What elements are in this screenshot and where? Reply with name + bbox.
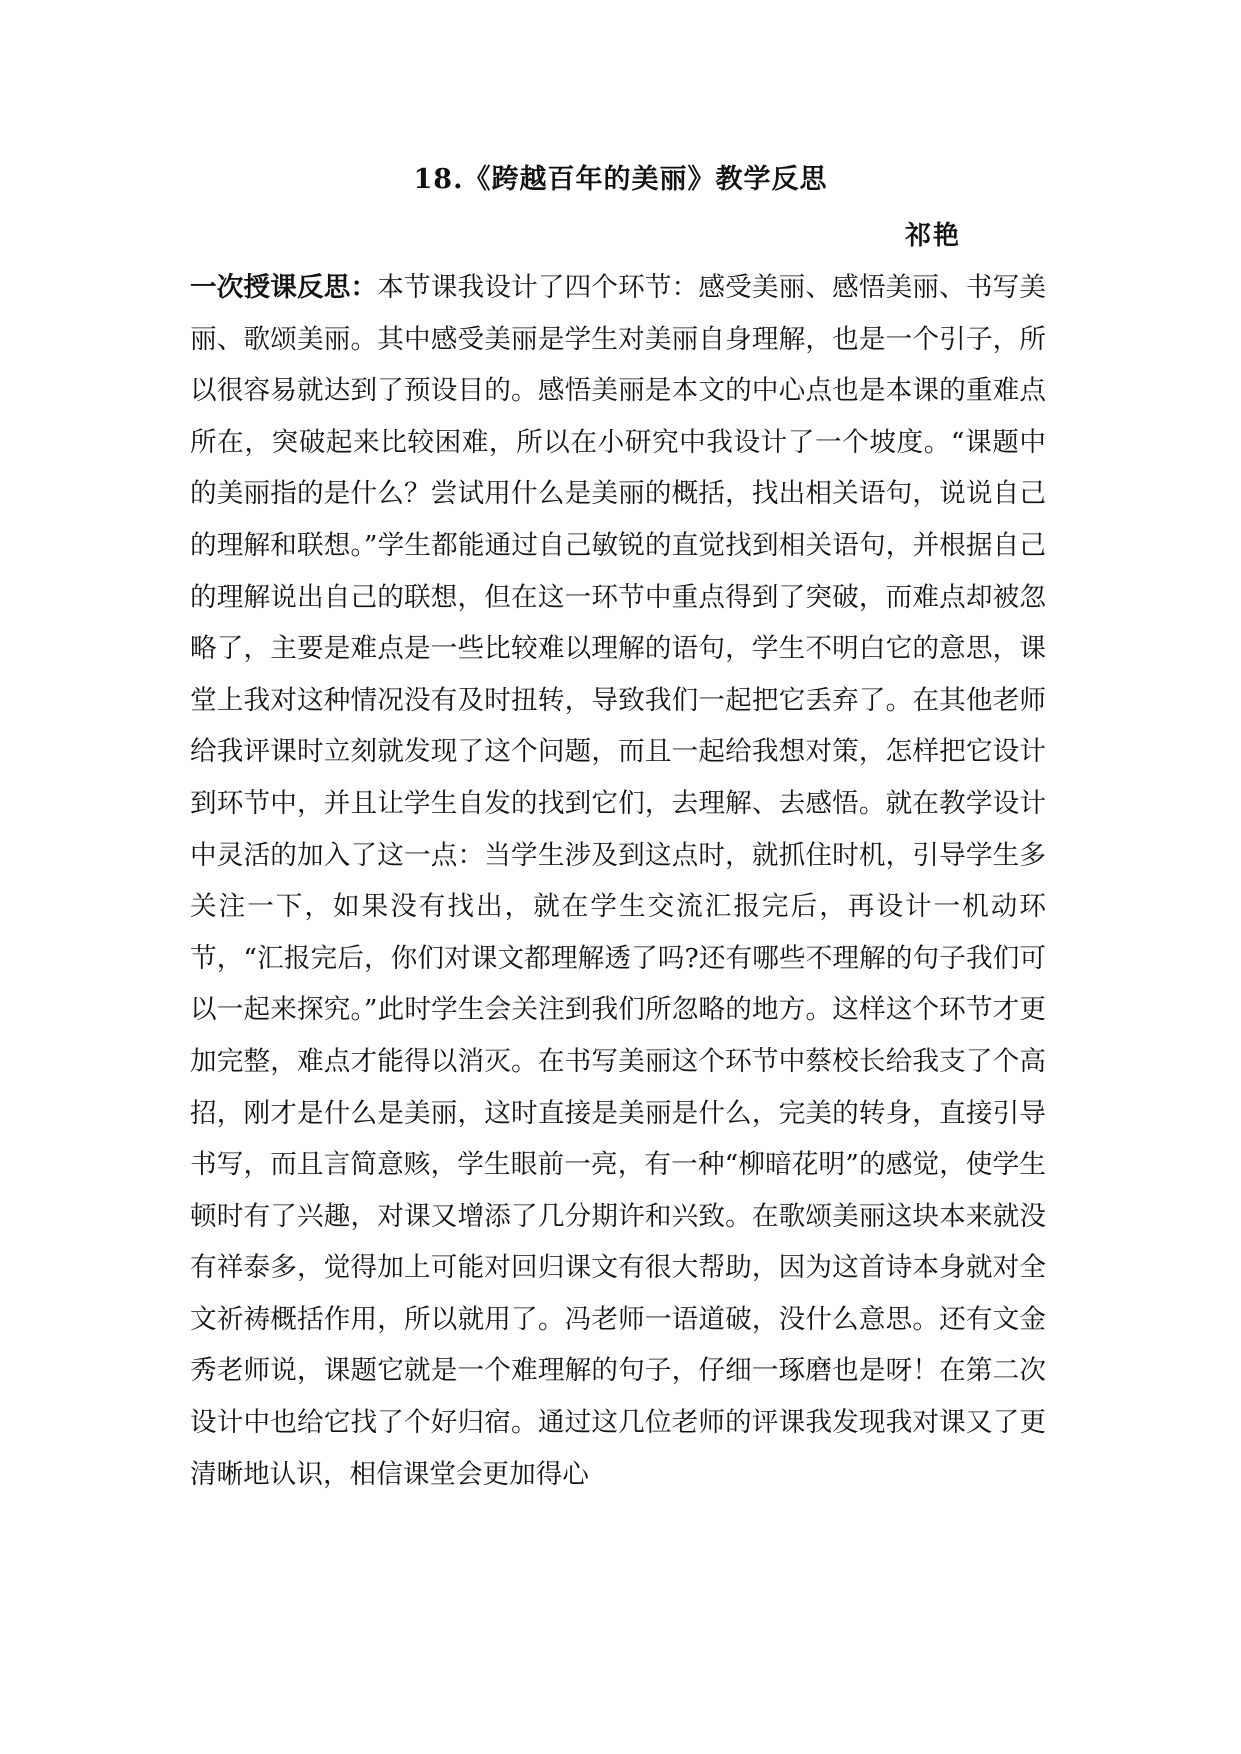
author-name: 祁艳 bbox=[904, 221, 961, 251]
body-paragraph bbox=[190, 262, 1046, 1500]
section-label: 一次授课反思： bbox=[190, 272, 378, 303]
document-title: 18.《跨越百年的美丽》教学反思 bbox=[413, 164, 828, 195]
paragraph-text: 本节课我设计了四个环节：感受美丽、感悟美丽、书写美丽、歌颂美丽。其中感受美丽是学生对美丽自身理解，也是一个引子，所以很容易就达到了预设目的。感悟美丽是本文的中心点也是本课的重难点所在，突破起来比较困难，所以在小研究中我设计了一个坡度。“课题中的美丽指的是什么？尝试用什么是美丽的概括，找出相关语句，说说自己的理解和联想。”学生都能通过自己敏锐的直觉找到相关语句，并根据自己的理解说出自己的联想，但在这一环节中重点得到了突破，而难点却被忽略了，主要是难点是一些比较难以理解的语句，学生不明白它的意思，课堂上我对这种情况没有及时扭转，导致我们一起把它丢弃了。在其他老师给我评课时立刻就发现了这个问题，而且一起给我想对策，怎样把它设计到环节中，并且让学生自发的找到它们，去理解、去感悟。就在教学设计中灵活的加入了这一点：当学生涉及到这点时，就抓住时机，引导学生多关注一下，如果没有找出，就在学生交流汇报完后，再设计一机动环节，“汇报完后，你们对课文都理解透了吗?还有哪些不理解的句子我们可以一起来探究。”此时学生会关注到我们所忽略的地方。这样这个环节才更加完整，难点才能得以消灭。在书写美丽这个环节中蔡校长给我支了个高招，刚才是什么是美丽，这时直接是美丽是什么，完美的转身，直接引导书写，而且言简意赅，学生眼前一亮，有一种“柳暗花明”的感觉，使学生顿时有了兴趣，对课又增添了几分期许和兴致。在歌颂美丽这块本来就没有祥泰多，觉得加上可能对回归课文有很大帮助，因为这首诗本身就对全文祈祷概括作用，所以就用了。冯老师一语道破，没什么意思。还有文金秀老师说，课题它就是一个难理解的句子，仔细一琢磨也是呀！在第二次设计中也给它找了个好归宿。通过这几位老师的评课我发现我对课又了更清晰地认识，相信课堂会更加得心 bbox=[190, 272, 1047, 1490]
